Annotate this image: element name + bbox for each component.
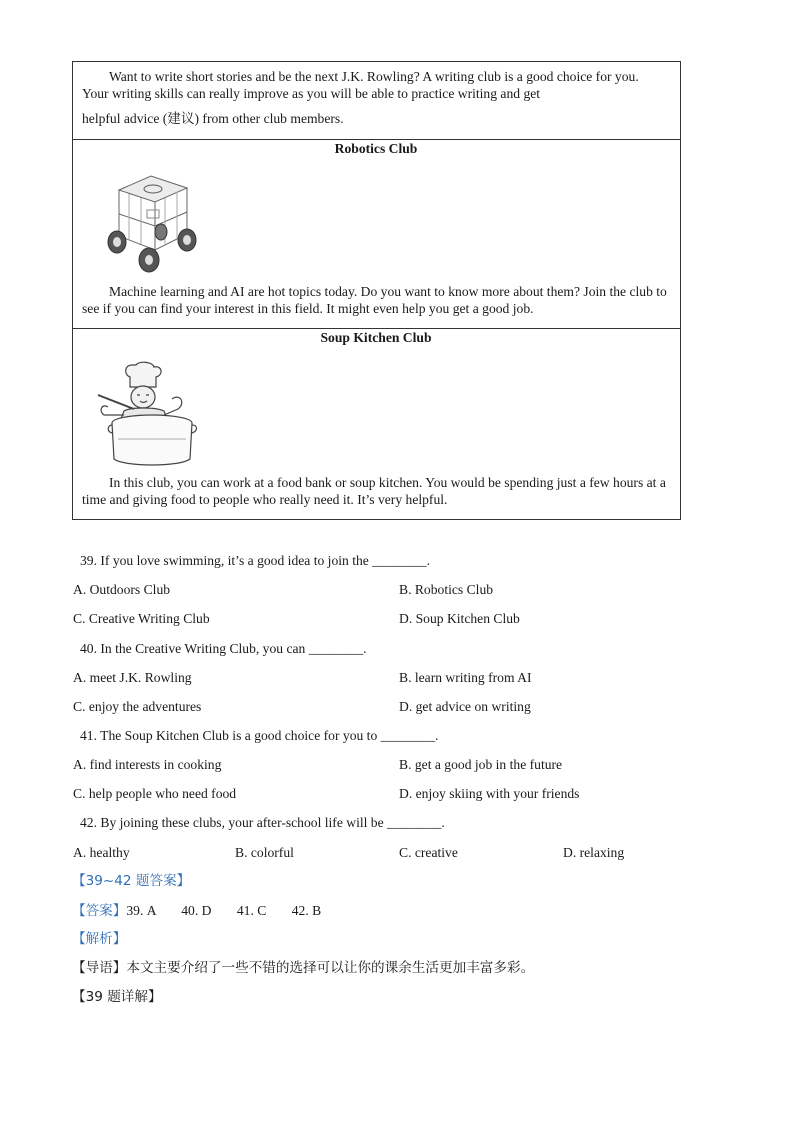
answers-header: 【39~42 题答案】 bbox=[72, 873, 191, 889]
question-42-option-c[interactable]: C. creative bbox=[399, 845, 458, 860]
question-41-stem: 41. The Soup Kitchen Club is a good choice for you to ________. bbox=[80, 728, 439, 743]
question-41-option-a[interactable]: A. find interests in cooking bbox=[73, 757, 222, 772]
soup-kitchen-club-title: Soup Kitchen Club bbox=[320, 330, 432, 345]
robotics-club-description-wrap bbox=[73, 283, 680, 317]
question-39-stem: 39. If you love swimming, it’s a good idea to join the ________. bbox=[80, 553, 431, 568]
question-39-option-c[interactable]: C. Creative Writing Club bbox=[73, 611, 210, 626]
answer-39: 39. A bbox=[126, 903, 156, 918]
robotics-club-description: Machine learning and AI are hot topics today. Do you want to know more about them? Join the club to see if you can find your interest in this field. It might even help you get a good job. bbox=[82, 284, 667, 316]
soup-kitchen-club-description: In this club, you can work at a food bank or soup kitchen. You would be spending just a few hours at a time and giving food to people who really need it. It’s very helpful. bbox=[82, 475, 666, 507]
answer-40: 40. D bbox=[181, 903, 212, 918]
question-41-option-b[interactable]: B. get a good job in the future bbox=[399, 757, 563, 772]
robotics-club-title: Robotics Club bbox=[334, 141, 418, 156]
robotics-club-cell bbox=[73, 140, 680, 329]
chef-illustration bbox=[94, 359, 204, 469]
question-41-option-c[interactable]: C. help people who need food bbox=[73, 786, 237, 801]
guide-label: 【导语】 bbox=[72, 960, 127, 976]
question-40-stem: 40. In the Creative Writing Club, you can ________. bbox=[80, 641, 367, 656]
question-42-option-b[interactable]: B. colorful bbox=[235, 845, 294, 860]
analysis-label: 【解析】 bbox=[72, 931, 127, 947]
question-39-option-d[interactable]: D. Soup Kitchen Club bbox=[399, 611, 520, 626]
writing-club-line3: helpful advice (建议) from other club members. bbox=[82, 111, 344, 126]
question-40-option-c[interactable]: C. enjoy the adventures bbox=[73, 699, 202, 714]
writing-club-line2: Your writing skills can really improve as you will be able to practice writing and get bbox=[82, 86, 541, 101]
soup-kitchen-club-cell bbox=[73, 329, 680, 519]
guide-text: 本文主要介绍了一些不错的选择可以让你的课余生活更加丰富多彩。 bbox=[126, 960, 535, 976]
answers-label: 【答案】 bbox=[72, 903, 127, 919]
question-39-option-b[interactable]: B. Robotics Club bbox=[399, 582, 494, 597]
question-42-stem: 42. By joining these clubs, your after-school life will be ________. bbox=[80, 815, 445, 830]
question-42-option-d[interactable]: D. relaxing bbox=[563, 845, 625, 860]
question-40-option-d[interactable]: D. get advice on writing bbox=[399, 699, 531, 714]
question-41-option-d[interactable]: D. enjoy skiing with your friends bbox=[399, 786, 580, 801]
answers-line bbox=[72, 902, 321, 920]
soup-kitchen-club-description-wrap bbox=[73, 474, 680, 508]
writing-club-line1: Want to write short stories and be the next J.K. Rowling? A writing club is a good choice for you. bbox=[109, 69, 639, 84]
question-39-option-a[interactable]: A. Outdoors Club bbox=[73, 582, 171, 597]
writing-club-cell bbox=[73, 62, 680, 140]
answer-41: 41. C bbox=[236, 903, 267, 918]
clubs-table bbox=[72, 61, 681, 520]
question-39-detail-label: 【39 题详解】 bbox=[72, 989, 162, 1005]
guide-line bbox=[72, 960, 534, 977]
robot-illustration bbox=[101, 170, 199, 278]
question-40-option-b[interactable]: B. learn writing from AI bbox=[399, 670, 532, 685]
question-40-option-a[interactable]: A. meet J.K. Rowling bbox=[73, 670, 192, 685]
question-42-option-a[interactable]: A. healthy bbox=[73, 845, 130, 860]
answer-42: 42. B bbox=[291, 903, 322, 918]
